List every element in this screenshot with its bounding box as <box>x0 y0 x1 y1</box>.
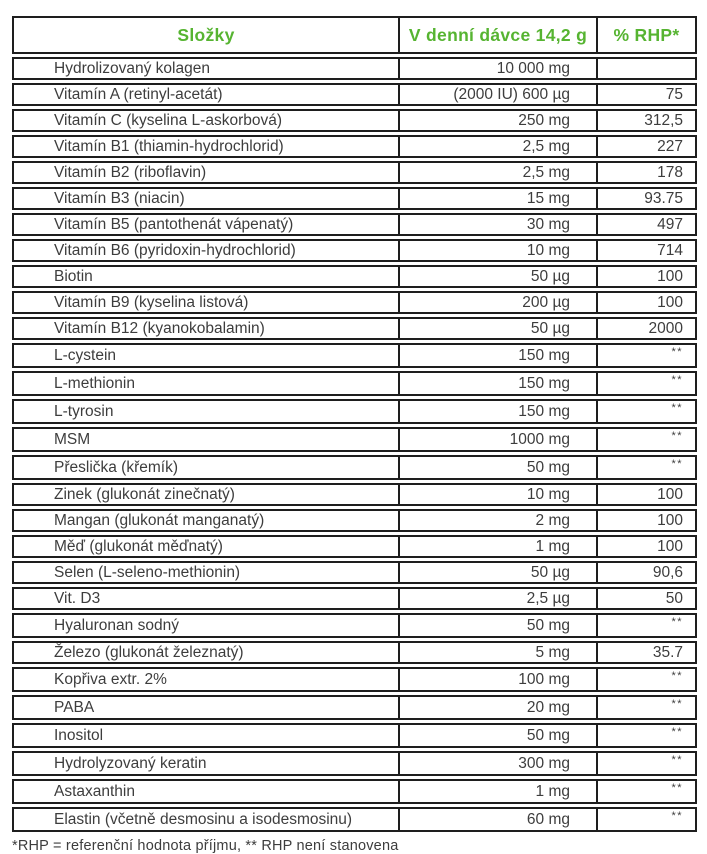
ingredient-name: Vitamín C (kyselina L-askorbová) <box>12 109 400 132</box>
rhp-not-set-asterisks: ** <box>671 782 683 794</box>
table-row <box>12 399 697 424</box>
ingredient-rhp <box>598 807 697 832</box>
ingredient-amount: 2 mg <box>400 509 598 532</box>
ingredient-amount: (2000 IU) 600 µg <box>400 83 598 106</box>
ingredient-rhp: 497 <box>598 213 697 236</box>
rhp-not-set-asterisks: ** <box>671 810 683 822</box>
table-row <box>12 779 697 804</box>
ingredient-rhp: 35.7 <box>598 641 697 664</box>
ingredient-name: Zinek (glukonát zinečnatý) <box>12 483 400 506</box>
ingredient-name: Hydrolyzovaný keratin <box>12 751 400 776</box>
table-row <box>12 371 697 396</box>
ingredient-amount: 50 mg <box>400 613 598 638</box>
ingredient-rhp: 100 <box>598 509 697 532</box>
rhp-not-set-asterisks: ** <box>671 754 683 766</box>
ingredient-name: Kopřiva extr. 2% <box>12 667 400 692</box>
ingredient-amount: 20 mg <box>400 695 598 720</box>
ingredient-name: L-methionin <box>12 371 400 396</box>
ingredient-amount: 1 mg <box>400 535 598 558</box>
ingredient-name: MSM <box>12 427 400 452</box>
ingredient-amount: 100 mg <box>400 667 598 692</box>
ingredient-name: Vitamín B5 (pantothenát vápenatý) <box>12 213 400 236</box>
table-row <box>12 807 697 832</box>
ingredient-amount: 50 µg <box>400 265 598 288</box>
ingredient-name: Vitamín B2 (riboflavin) <box>12 161 400 184</box>
rhp-not-set-asterisks: ** <box>671 616 683 628</box>
ingredient-name: Vitamín B12 (kyanokobalamin) <box>12 317 400 340</box>
table-row <box>12 587 697 610</box>
ingredient-rhp: 75 <box>598 83 697 106</box>
ingredient-name: Biotin <box>12 265 400 288</box>
rhp-not-set-asterisks: ** <box>671 458 683 470</box>
table-row <box>12 317 697 340</box>
ingredient-amount: 200 µg <box>400 291 598 314</box>
ingredient-amount: 150 mg <box>400 371 598 396</box>
table-header-row <box>12 16 697 54</box>
table-row <box>12 83 697 106</box>
ingredient-rhp <box>598 343 697 368</box>
table-row <box>12 161 697 184</box>
column-header-daily-dose: V denní dávce 14,2 g <box>400 16 598 54</box>
ingredient-rhp: 227 <box>598 135 697 158</box>
rhp-not-set-asterisks: ** <box>671 402 683 414</box>
rhp-not-set-asterisks: ** <box>671 670 683 682</box>
ingredient-rhp: 50 <box>598 587 697 610</box>
ingredient-rhp: 90,6 <box>598 561 697 584</box>
ingredient-rhp <box>598 723 697 748</box>
rhp-not-set-asterisks: ** <box>671 698 683 710</box>
ingredient-amount: 50 mg <box>400 723 598 748</box>
ingredient-amount: 300 mg <box>400 751 598 776</box>
table-row <box>12 135 697 158</box>
ingredient-amount: 1 mg <box>400 779 598 804</box>
ingredient-rhp <box>598 57 697 80</box>
ingredient-name: Selen (L-seleno-methionin) <box>12 561 400 584</box>
ingredient-rhp <box>598 667 697 692</box>
rhp-footnote: *RHP = referenční hodnota příjmu, ** RHP není stanovena <box>12 838 399 854</box>
ingredient-name: L-cystein <box>12 343 400 368</box>
ingredient-rhp: 312,5 <box>598 109 697 132</box>
ingredient-name: PABA <box>12 695 400 720</box>
table-row <box>12 483 697 506</box>
ingredient-amount: 10 mg <box>400 239 598 262</box>
ingredient-name: Měď (glukonát měďnatý) <box>12 535 400 558</box>
ingredient-rhp <box>598 399 697 424</box>
ingredient-name: Hydrolizovaný kolagen <box>12 57 400 80</box>
ingredient-name: Vitamín B9 (kyselina listová) <box>12 291 400 314</box>
table-row <box>12 695 697 720</box>
ingredient-amount: 2,5 mg <box>400 135 598 158</box>
table-row <box>12 641 697 664</box>
ingredient-rhp <box>598 695 697 720</box>
table-row <box>12 455 697 480</box>
ingredient-name: Vitamín B3 (niacin) <box>12 187 400 210</box>
table-row <box>12 265 697 288</box>
ingredient-amount: 2,5 mg <box>400 161 598 184</box>
table-row <box>12 291 697 314</box>
ingredient-amount: 50 µg <box>400 561 598 584</box>
ingredient-amount: 150 mg <box>400 343 598 368</box>
ingredient-name: Železo (glukonát železnatý) <box>12 641 400 664</box>
ingredient-amount: 250 mg <box>400 109 598 132</box>
rhp-not-set-asterisks: ** <box>671 374 683 386</box>
ingredient-rhp <box>598 779 697 804</box>
ingredient-amount: 2,5 µg <box>400 587 598 610</box>
rhp-not-set-asterisks: ** <box>671 726 683 738</box>
ingredients-table <box>12 13 697 835</box>
ingredient-amount: 60 mg <box>400 807 598 832</box>
ingredient-rhp <box>598 455 697 480</box>
ingredient-amount: 15 mg <box>400 187 598 210</box>
table-row <box>12 535 697 558</box>
table-row <box>12 723 697 748</box>
ingredient-rhp: 178 <box>598 161 697 184</box>
ingredient-name: Elastin (včetně desmosinu a isodesmosinu) <box>12 807 400 832</box>
table-row <box>12 667 697 692</box>
ingredient-name: Hyaluronan sodný <box>12 613 400 638</box>
ingredients-table-wrap <box>12 13 697 854</box>
table-row <box>12 239 697 262</box>
ingredient-rhp: 100 <box>598 483 697 506</box>
ingredient-name: Vit. D3 <box>12 587 400 610</box>
ingredient-rhp: 100 <box>598 535 697 558</box>
ingredient-rhp <box>598 751 697 776</box>
table-row <box>12 427 697 452</box>
ingredient-amount: 50 µg <box>400 317 598 340</box>
table-row <box>12 561 697 584</box>
rhp-not-set-asterisks: ** <box>671 346 683 358</box>
ingredient-amount: 150 mg <box>400 399 598 424</box>
rhp-not-set-asterisks: ** <box>671 430 683 442</box>
ingredient-amount: 1000 mg <box>400 427 598 452</box>
ingredient-name: Vitamín B1 (thiamin-hydrochlorid) <box>12 135 400 158</box>
column-header-rhp-percent: % RHP* <box>598 16 697 54</box>
table-row <box>12 187 697 210</box>
table-row <box>12 57 697 80</box>
ingredient-amount: 50 mg <box>400 455 598 480</box>
table-row <box>12 613 697 638</box>
ingredient-amount: 10 000 mg <box>400 57 598 80</box>
ingredient-rhp <box>598 427 697 452</box>
table-row <box>12 343 697 368</box>
table-row <box>12 109 697 132</box>
ingredient-name: Inositol <box>12 723 400 748</box>
ingredient-rhp: 100 <box>598 265 697 288</box>
ingredient-rhp <box>598 613 697 638</box>
ingredient-amount: 30 mg <box>400 213 598 236</box>
ingredient-name: Mangan (glukonát manganatý) <box>12 509 400 532</box>
table-row <box>12 213 697 236</box>
table-row <box>12 509 697 532</box>
column-header-ingredients: Složky <box>12 16 400 54</box>
ingredient-name: Přeslička (křemík) <box>12 455 400 480</box>
ingredient-name: Vitamín B6 (pyridoxin-hydrochlorid) <box>12 239 400 262</box>
ingredient-rhp <box>598 371 697 396</box>
ingredient-name: Vitamín A (retinyl-acetát) <box>12 83 400 106</box>
ingredient-rhp: 714 <box>598 239 697 262</box>
ingredient-name: Astaxanthin <box>12 779 400 804</box>
ingredient-amount: 10 mg <box>400 483 598 506</box>
ingredient-rhp: 2000 <box>598 317 697 340</box>
ingredient-name: L-tyrosin <box>12 399 400 424</box>
ingredient-amount: 5 mg <box>400 641 598 664</box>
ingredient-rhp: 93.75 <box>598 187 697 210</box>
table-row <box>12 751 697 776</box>
ingredient-rhp: 100 <box>598 291 697 314</box>
